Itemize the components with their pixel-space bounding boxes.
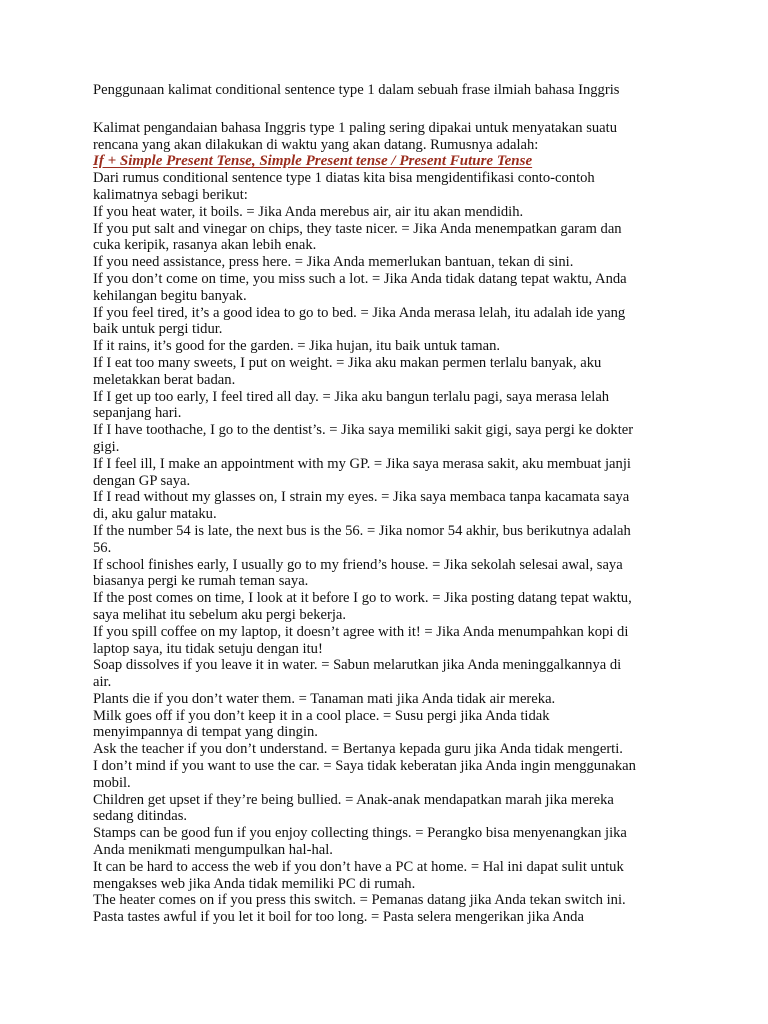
example-sentence-line: mengakses web jika Anda tidak memiliki PC di rumah.: [93, 875, 416, 892]
example-sentence-line: Stamps can be good fun if you enjoy collecting things. = Perangko bisa menyenangkan jika: [93, 825, 627, 842]
example-sentence-line: 56.: [93, 539, 112, 556]
document-page: [93, 82, 733, 926]
example-sentence-line: If you spill coffee on my laptop, it doesn’t agree with it! = Jika Anda menumpahkan kopi di: [93, 623, 629, 640]
example-sentence-line: Anda menikmati mengumpulkan hal-hal.: [93, 842, 333, 859]
example-sentence-line: If I have toothache, I go to the dentist’s. = Jika saya memiliki sakit gigi, saya pergi ke dokter: [93, 422, 634, 439]
example-sentence-line: If you feel tired, it’s a good idea to go to bed. = Jika Anda merasa lelah, itu adalah ide yang: [93, 304, 626, 321]
document-title: Penggunaan kalimat conditional sentence type 1 dalam sebuah frase ilmiah bahasa Inggris: [93, 82, 620, 98]
intro-sentence-line: Dari rumus conditional sentence type 1 diatas kita bisa mengidentifikasi conto-contoh: [93, 170, 595, 187]
example-sentence-line: cuka keripik, rasanya akan lebih enak.: [93, 237, 317, 254]
formula-heading: If + Simple Present Tense, Simple Present tense / Present Future Tense: [93, 153, 533, 170]
example-sentence-line: meletakkan berat badan.: [93, 371, 236, 388]
example-sentence-line: Pasta tastes awful if you let it boil for too long. = Pasta selera mengerikan jika Anda: [93, 909, 584, 926]
example-sentence-line: air.: [93, 674, 112, 691]
example-sentence-line: Children get upset if they’re being bullied. = Anak-anak mendapatkan marah jika mereka: [93, 791, 614, 808]
example-sentence-line: Ask the teacher if you don’t understand. = Bertanya kepada guru jika Anda tidak mengerti.: [93, 741, 623, 758]
example-sentence-line: If I get up too early, I feel tired all day. = Jika aku bangun terlalu pagi, saya merasa lelah: [93, 388, 610, 405]
example-sentence-line: If I feel ill, I make an appointment with my GP. = Jika saya merasa sakit, aku membuat janji: [93, 455, 631, 472]
example-sentence-line: If school finishes early, I usually go to my friend’s house. = Jika sekolah selesai awal, saya: [93, 556, 623, 573]
example-sentence-line: If you need assistance, press here. = Jika Anda memerlukan bantuan, tekan di sini.: [93, 254, 574, 271]
example-sentence-line: dengan GP saya.: [93, 472, 191, 489]
intro-sentence-line: kalimatnya sebagi berikut:: [93, 186, 248, 203]
example-sentence-line: If you put salt and vinegar on chips, they taste nicer. = Jika Anda menempatkan garam dan: [93, 220, 622, 237]
example-sentence-line: kehilangan begitu banyak.: [93, 287, 247, 304]
example-sentence-line: If the number 54 is late, the next bus is the 56. = Jika nomor 54 akhir, bus berikutnya adalah: [93, 522, 631, 539]
paragraph-gap: [93, 99, 733, 120]
example-sentence-line: laptop saya, itu tidak setuju dengan itu!: [93, 640, 323, 657]
example-sentence-line: Soap dissolves if you leave it in water. = Sabun melarutkan jika Anda meninggalkannya di: [93, 657, 622, 674]
example-sentence-line: di, aku galur mataku.: [93, 506, 217, 523]
example-sentence-line: The heater comes on if you press this switch. = Pemanas datang jika Anda tekan switch ini.: [93, 892, 626, 909]
intro-line: Kalimat pengandaian bahasa Inggris type 1 paling sering dipakai untuk menyatakan suatu: [93, 119, 618, 136]
example-sentence-line: mobil.: [93, 774, 131, 791]
example-sentence-line: If the post comes on time, I look at it before I go to work. = Jika posting datang tepat waktu,: [93, 590, 632, 607]
example-sentence-line: If you heat water, it boils. = Jika Anda merebus air, air itu akan mendidih.: [93, 203, 524, 220]
example-sentence-line: baik untuk pergi tidur.: [93, 321, 223, 338]
example-sentence-line: Plants die if you don’t water them. = Tanaman mati jika Anda tidak air mereka.: [93, 690, 556, 707]
example-sentence-line: sedang ditindas.: [93, 808, 188, 825]
example-sentence-line: I don’t mind if you want to use the car. = Saya tidak keberatan jika Anda ingin menggunakan: [93, 758, 636, 775]
example-sentences: [93, 170, 733, 926]
example-sentence-line: menyimpannya di tempat yang dingin.: [93, 724, 318, 741]
example-sentence-line: It can be hard to access the web if you don’t have a PC at home. = Hal ini dapat sulit untuk: [93, 858, 624, 875]
example-sentence-line: gigi.: [93, 438, 120, 455]
example-sentence-line: sepanjang hari.: [93, 405, 182, 422]
example-sentence-line: If it rains, it’s good for the garden. = Jika hujan, itu baik untuk taman.: [93, 338, 501, 355]
example-sentence-line: biasanya pergi ke rumah teman saya.: [93, 573, 309, 590]
intro-line: rencana yang akan dilakukan di waktu yang akan datang. Rumusnya adalah:: [93, 136, 539, 153]
example-sentence-line: Milk goes off if you don’t keep it in a cool place. = Susu pergi jika Anda tidak: [93, 707, 550, 724]
example-sentence-line: If I read without my glasses on, I strain my eyes. = Jika saya membaca tanpa kacamata saya: [93, 489, 630, 506]
example-sentence-line: saya melihat itu sebelum aku pergi bekerja.: [93, 606, 347, 623]
example-sentence-line: If I eat too many sweets, I put on weight. = Jika aku makan permen terlalu banyak, aku: [93, 354, 602, 371]
example-sentence-line: If you don’t come on time, you miss such a lot. = Jika Anda tidak datang tepat waktu, Anda: [93, 270, 627, 287]
